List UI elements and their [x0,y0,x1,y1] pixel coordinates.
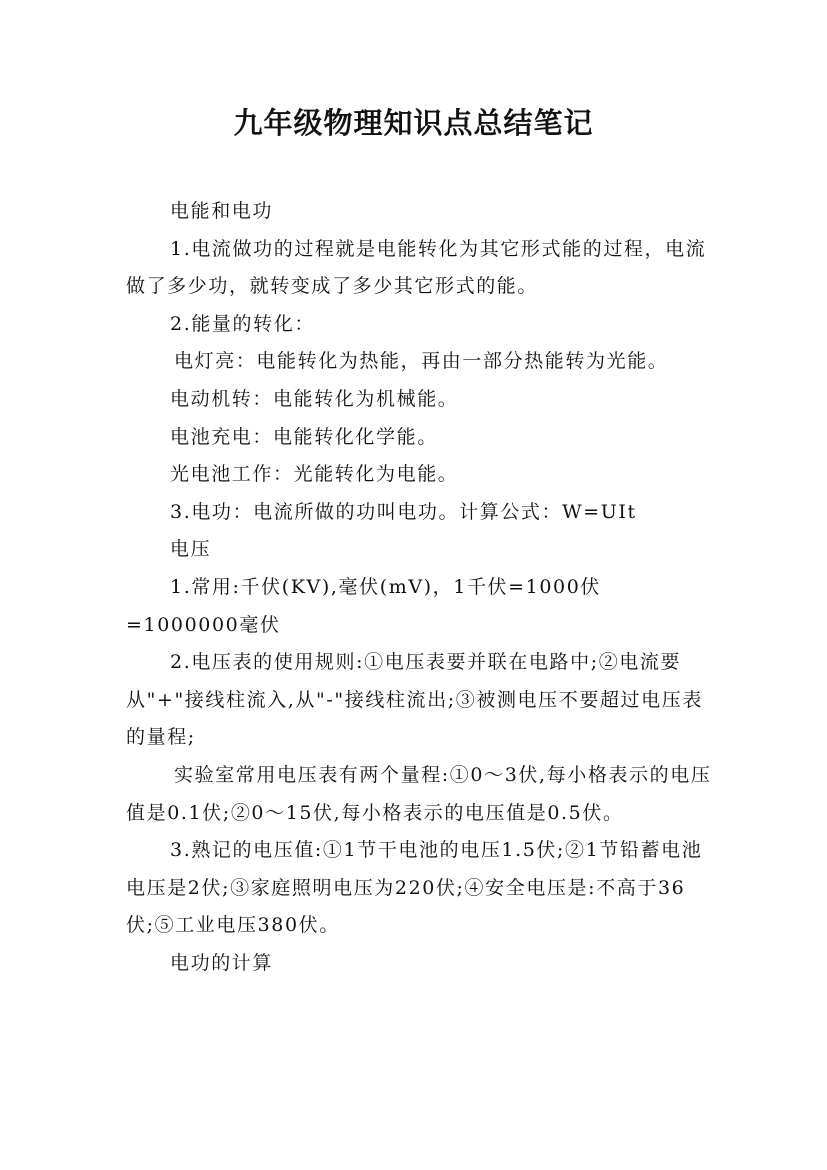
paragraph-motor: 电动机转：电能转化为机械能。 [170,387,459,410]
paragraph-photocell: 光电池工作：光能转化为电能。 [170,463,459,486]
paragraph-electric-work-formula: 3.电功：电流所做的功叫电功。计算公式：W=UIt [170,500,637,523]
paragraph-energy-conversion-heading: 2.能量的转化： [170,312,315,335]
paragraph-voltmeter-ranges: 实验室常用电压表有两个量程:①0～3伏,每小格表示的电压值是0.1伏;②0～15伏,每小格表示的电压值是0.5伏。 [126,763,712,824]
document-body [126,193,712,982]
section-heading-electric-work-calculation: 电功的计算 [170,951,274,974]
paragraph-battery-charging: 电池充电：电能转化化学能。 [170,425,438,448]
paragraph-lamp: 电灯亮：电能转化为热能，再由一部分热能转为光能。 [174,350,669,373]
paragraph-common-voltages: 3.熟记的电压值:①1节干电池的电压1.5伏;②1节铅蓄电池电压是2伏;③家庭照明电压为220伏;④安全电压是:不高于36伏;⑤工业电压380伏。 [126,839,703,937]
section-heading-electric-energy: 电能和电功 [170,200,274,222]
document-title: 九年级物理知识点总结笔记 [233,106,594,140]
paragraph-voltmeter-rules: 2.电压表的使用规则:①电压表要并联在电路中;②电流要从"+"接线柱流入,从"-"接线柱流出;③被测电压不要超过电压表的量程; [126,651,703,749]
section-heading-voltage: 电压 [170,538,212,561]
paragraph-voltage-units: 1.常用:千伏(KV),毫伏(mV)，1千伏=1000伏=1000000毫伏 [126,575,602,636]
paragraph-work-conversion: 1.电流做功的过程就是电能转化为其它形式能的过程，电流做了多少功，就转变成了多少其它形式的能。 [126,237,707,298]
